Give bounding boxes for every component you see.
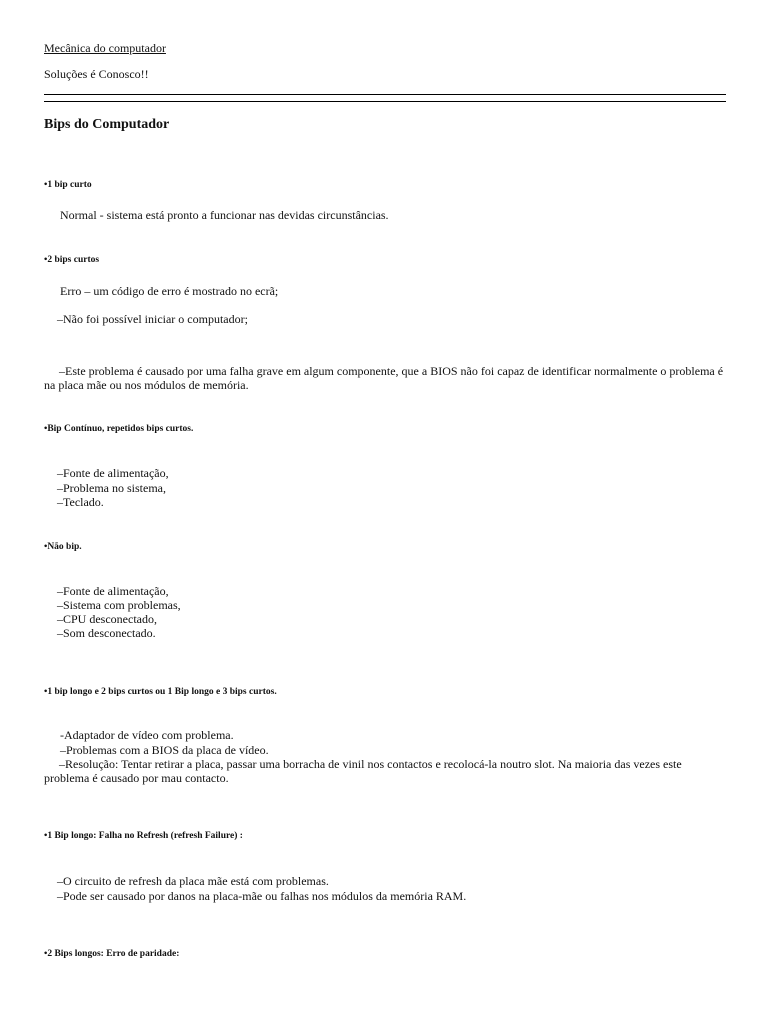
section-line: –CPU desconectado, (57, 612, 157, 626)
section-heading: •Bip Contínuo, repetidos bips curtos. (44, 424, 194, 434)
section-line: -Adaptador de vídeo com problema. (60, 728, 234, 742)
section-line: –Fonte de alimentação, (57, 466, 169, 480)
page-title: Bips do Computador (44, 117, 170, 132)
section-line: –Não foi possível iniciar o computador; (57, 312, 248, 326)
section-line: –Fonte de alimentação, (57, 584, 169, 598)
section-line: –Problema no sistema, (57, 481, 166, 495)
section-line: –O circuito de refresh da placa mãe está com problemas. (57, 874, 329, 888)
section-line: –Pode ser causado por danos na placa-mãe ou falhas nos módulos da memória RAM. (57, 889, 467, 903)
section-line: Normal - sistema está pronto a funcionar nas devidas circunstâncias. (60, 208, 389, 222)
section-line: –Som desconectado. (57, 626, 156, 640)
section-heading: •Não bip. (44, 542, 82, 552)
section-paragraph: –Este problema é causado por uma falha grave em algum componente, que a BIOS não foi capaz de identificar normalmente o problema é na placa mãe ou nos módulos de memória. (44, 364, 724, 392)
header-divider-top (44, 94, 726, 95)
section-line: Erro – um código de erro é mostrado no ecrã; (60, 284, 279, 298)
header-tagline: Soluções é Conosco!! (44, 67, 149, 81)
section-line: –Sistema com problemas, (57, 598, 181, 612)
header-divider-bottom (44, 101, 726, 102)
section-heading: •2 Bips longos: Erro de paridade: (44, 949, 180, 959)
section-heading: •2 bips curtos (44, 255, 100, 265)
section-paragraph: –Resolução: Tentar retirar a placa, passar uma borracha de vinil nos contactos e recolocá-la noutro slot. Na maioria das vezes este problema é causado por mau contacto. (44, 757, 682, 785)
header-link[interactable]: Mecânica do computador (44, 41, 166, 55)
section-heading: •1 bip curto (44, 180, 92, 190)
section-heading: •1 Bip longo: Falha no Refresh (refresh Failure) : (44, 831, 243, 841)
section-heading: •1 bip longo e 2 bips curtos ou 1 Bip longo e 3 bips curtos. (44, 687, 277, 697)
section-line: –Problemas com a BIOS da placa de vídeo. (60, 743, 269, 757)
section-line: –Teclado. (57, 495, 104, 509)
